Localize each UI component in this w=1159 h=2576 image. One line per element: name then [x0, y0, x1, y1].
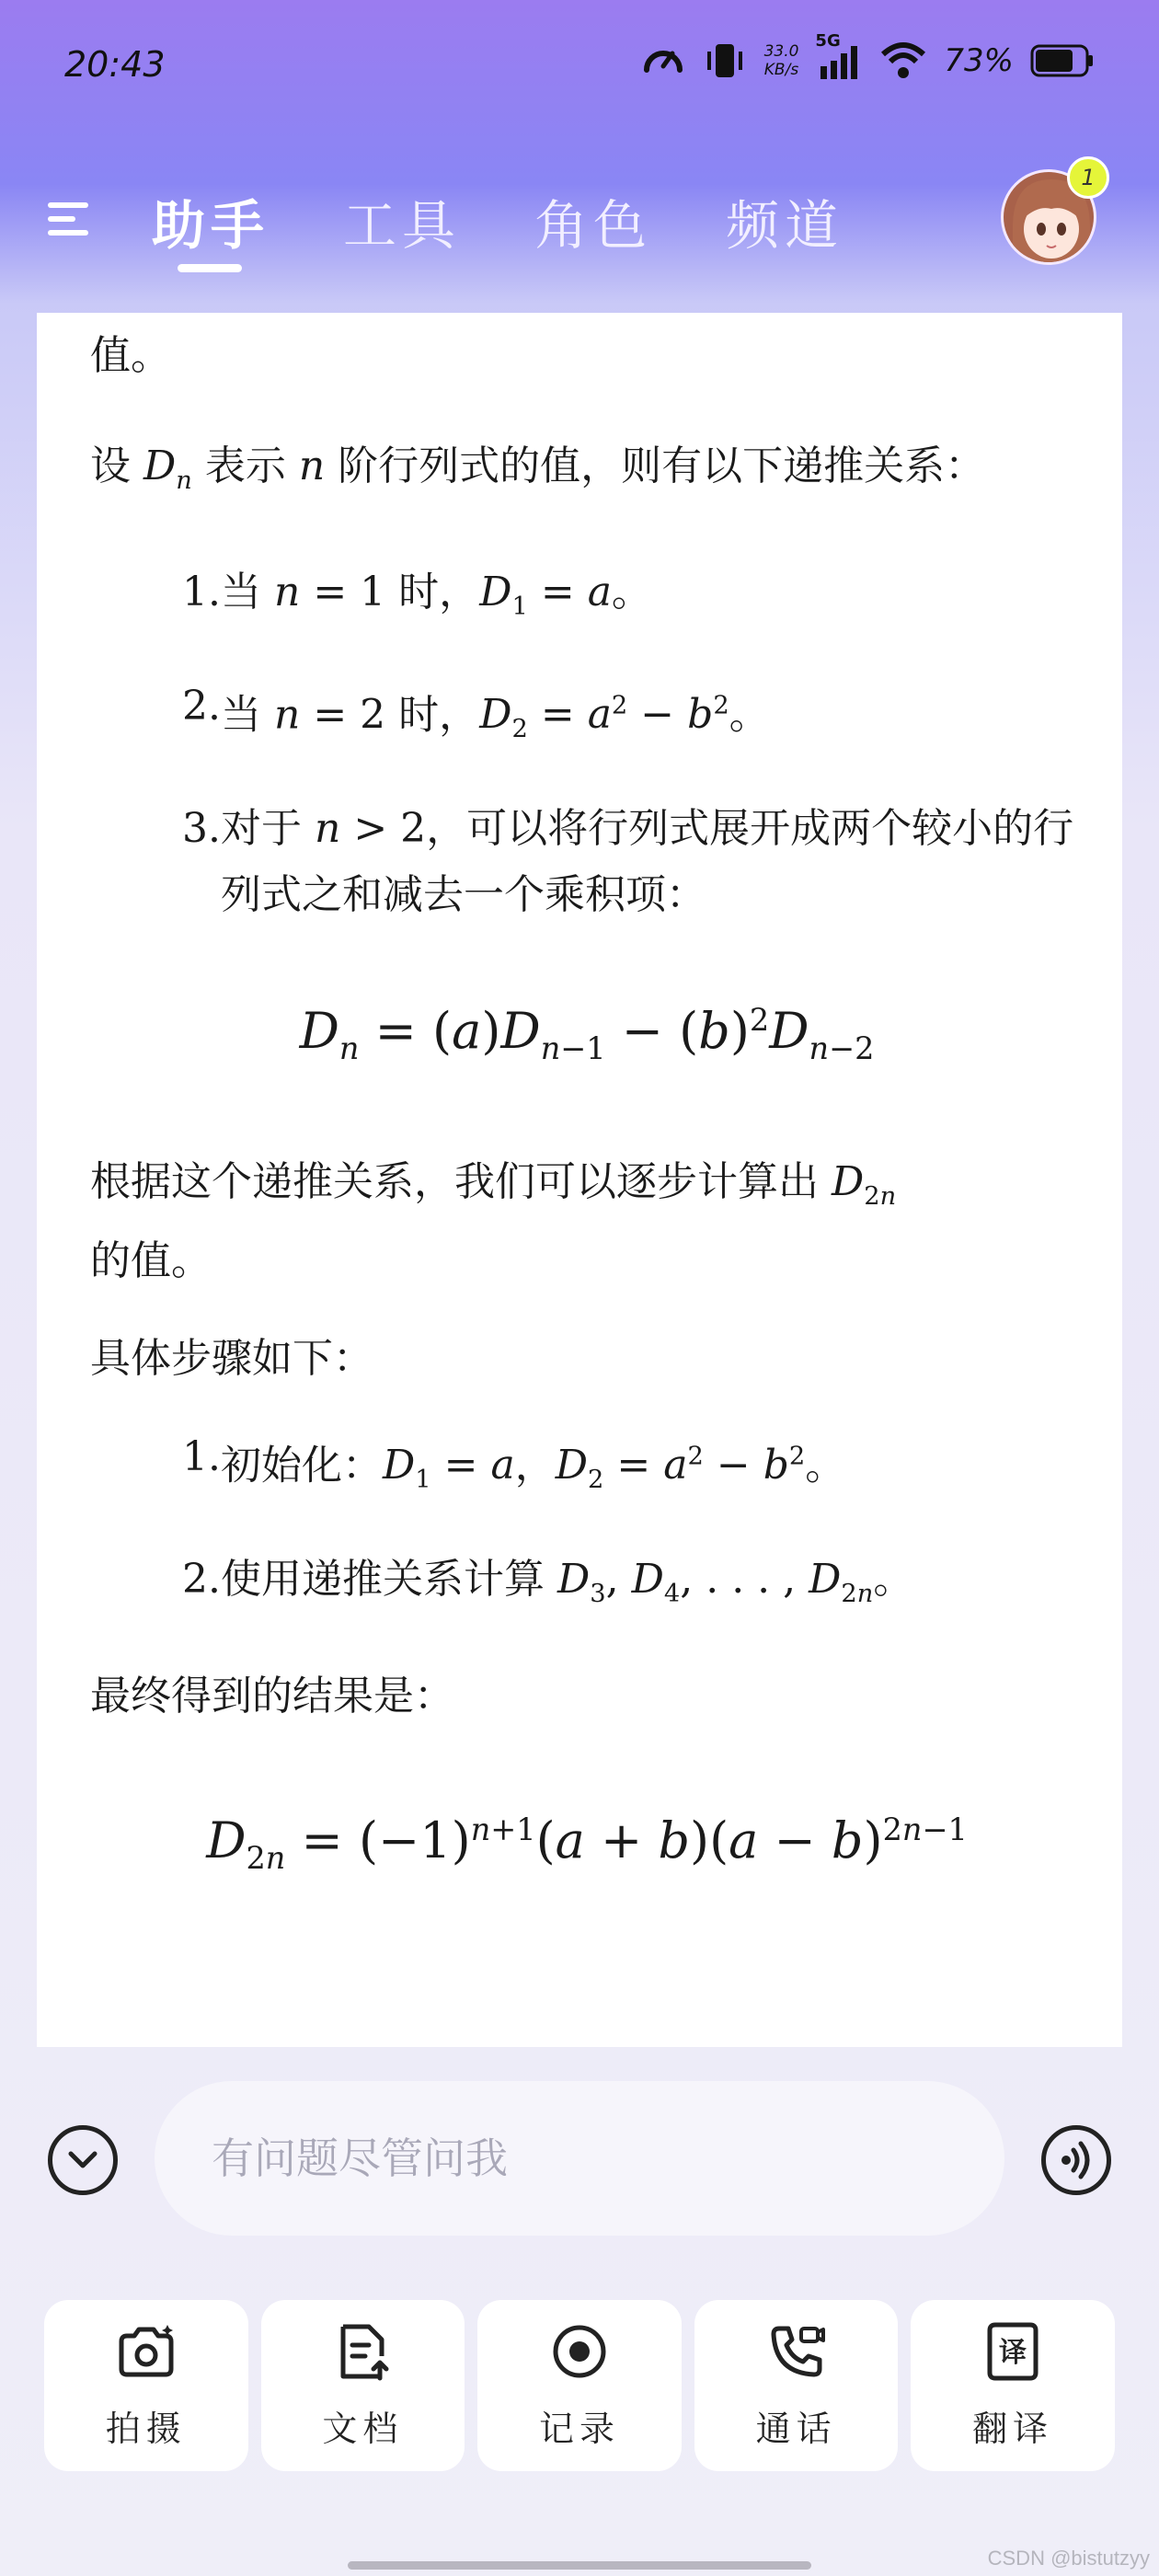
tab-bar [152, 182, 843, 259]
tool-label: 文档 [322, 2408, 404, 2449]
voice-button[interactable] [1041, 2125, 1111, 2195]
math-d2-eq: $D_2 = a^2 - b^2$ [479, 691, 729, 744]
list-text: 。 [873, 1556, 914, 1604]
net-speed-unit: KB/s [763, 61, 799, 79]
math-d3-to-d2n: $D_3$, $D_4$, . . . , $D_{2n}$ [557, 1556, 874, 1608]
list-item [90, 796, 1084, 928]
steps-list [90, 1424, 1084, 1627]
list-text: 当 [221, 691, 274, 739]
tool-camera[interactable] [44, 2300, 248, 2471]
net-speed-value: 33.0 [763, 42, 799, 61]
result-formula: $D_{2n} = (-1)^{n+1}(a + b)(a - b)^{2n-1}$ [206, 1811, 968, 1876]
list-text: ，可以将行列式展开成两个较小的行列式之和减去一个乘积项： [221, 805, 1074, 919]
net-speed [764, 42, 799, 79]
tab-channels[interactable]: 频道 [726, 194, 844, 257]
recurrence-formula: $D_n = (a)D_{n-1} - (b)^2D_{n-2}$ [299, 1002, 875, 1066]
clipped-line [90, 313, 1084, 324]
cell-signal [815, 31, 863, 81]
math-d1-eq-a: $D_1 = a$ [479, 568, 612, 621]
list-text: 。 [611, 568, 652, 615]
document-upload-icon [332, 2321, 393, 2382]
tab-roles[interactable]: 角色 [534, 194, 653, 257]
tool-translate[interactable] [911, 2300, 1115, 2471]
relation-paragraph [90, 1150, 1084, 1294]
recurrence-list [90, 559, 1084, 928]
tool-label: 拍摄 [105, 2408, 187, 2449]
network-type: 5G [815, 31, 841, 51]
status-icons [641, 31, 1095, 83]
status-time: 20:43 [64, 44, 166, 85]
wifi-icon [879, 41, 927, 80]
tool-shortcuts [44, 2300, 1115, 2471]
collapse-button[interactable] [48, 2125, 118, 2195]
chat-content [37, 313, 1122, 2047]
record-icon [549, 2321, 610, 2382]
list-text: 。 [805, 1442, 846, 1489]
list-text: 对于 [221, 805, 315, 853]
steps-paragraph: 具体步骤如下： [90, 1334, 373, 1382]
chat-input[interactable] [155, 2081, 1004, 2236]
vibrate-icon [702, 40, 748, 81]
battery-percent: 73% [944, 42, 1014, 79]
tool-record[interactable] [477, 2300, 682, 2471]
math-n-eq-2: n = 2 [274, 691, 386, 739]
math-n: n [298, 443, 326, 489]
math-n-gt-2: n > 2 [315, 805, 427, 853]
speedometer-icon [641, 39, 685, 83]
camera-icon [116, 2321, 177, 2382]
voice-wave-icon [1055, 2139, 1097, 2181]
math-d1-eq-a: $D_1 = a$ [383, 1442, 515, 1495]
tool-call[interactable] [694, 2300, 899, 2471]
list-item [90, 1424, 1084, 1513]
tool-label: 记录 [538, 2408, 620, 2449]
tool-label: 通话 [755, 2408, 837, 2449]
menu-icon[interactable] [44, 193, 96, 245]
math-d2n: $D_{2n}$ [832, 1157, 897, 1211]
math-dn: $D_n$ [143, 443, 192, 495]
status-bar [0, 0, 1159, 138]
battery-icon [1030, 42, 1095, 79]
notification-badge: 1 [1067, 156, 1109, 199]
list-item [90, 673, 1084, 763]
def-text-2: 表示 [191, 443, 299, 489]
watermark: CSDN @bistutzyy [987, 2547, 1150, 2570]
input-row [0, 2081, 1159, 2237]
list-item [90, 1547, 1084, 1627]
list-number: 1. [182, 1432, 221, 1480]
list-text: ， [514, 1442, 556, 1489]
list-text: 时， [385, 568, 480, 615]
def-text-1: 设 [90, 443, 143, 489]
def-text-3: 阶行列式的值，则有以下递推关系： [325, 443, 986, 489]
list-number: 2. [182, 1556, 221, 1604]
home-indicator[interactable] [348, 2561, 811, 2570]
translate-icon [982, 2321, 1043, 2382]
list-number: 1. [182, 568, 221, 615]
chevron-down-icon [67, 2150, 98, 2170]
list-text: 使用递推关系计算 [221, 1556, 557, 1604]
rel-text-2: 的值。 [90, 1236, 212, 1284]
svg-text:译: 译 [999, 2336, 1027, 2369]
list-text: 当 [221, 568, 274, 615]
list-number: 2. [182, 682, 221, 730]
chat-message [90, 313, 1084, 1960]
top-nav [0, 156, 1159, 276]
phone-call-icon [766, 2321, 827, 2382]
list-text: 时， [385, 691, 480, 739]
rel-text-1: 根据这个递推关系，我们可以逐步计算出 [90, 1157, 832, 1205]
math-n-eq-1: n = 1 [274, 568, 386, 615]
result-paragraph: 最终得到的结果是： [90, 1672, 454, 1719]
tab-tools[interactable]: 工具 [343, 194, 462, 257]
tool-document[interactable] [261, 2300, 465, 2471]
tool-label: 翻译 [972, 2408, 1054, 2449]
tab-assistant[interactable]: 助手 [152, 182, 270, 259]
list-number: 3. [182, 805, 221, 853]
list-text: 初始化： [221, 1442, 383, 1489]
math-d2-eq: $D_2 = a^2 - b^2$ [555, 1442, 806, 1495]
top-text: 值。 [90, 332, 171, 379]
definition-paragraph [90, 434, 1084, 513]
list-text: 。 [729, 691, 770, 739]
list-item [90, 559, 1084, 640]
top-paragraph [90, 313, 1084, 388]
